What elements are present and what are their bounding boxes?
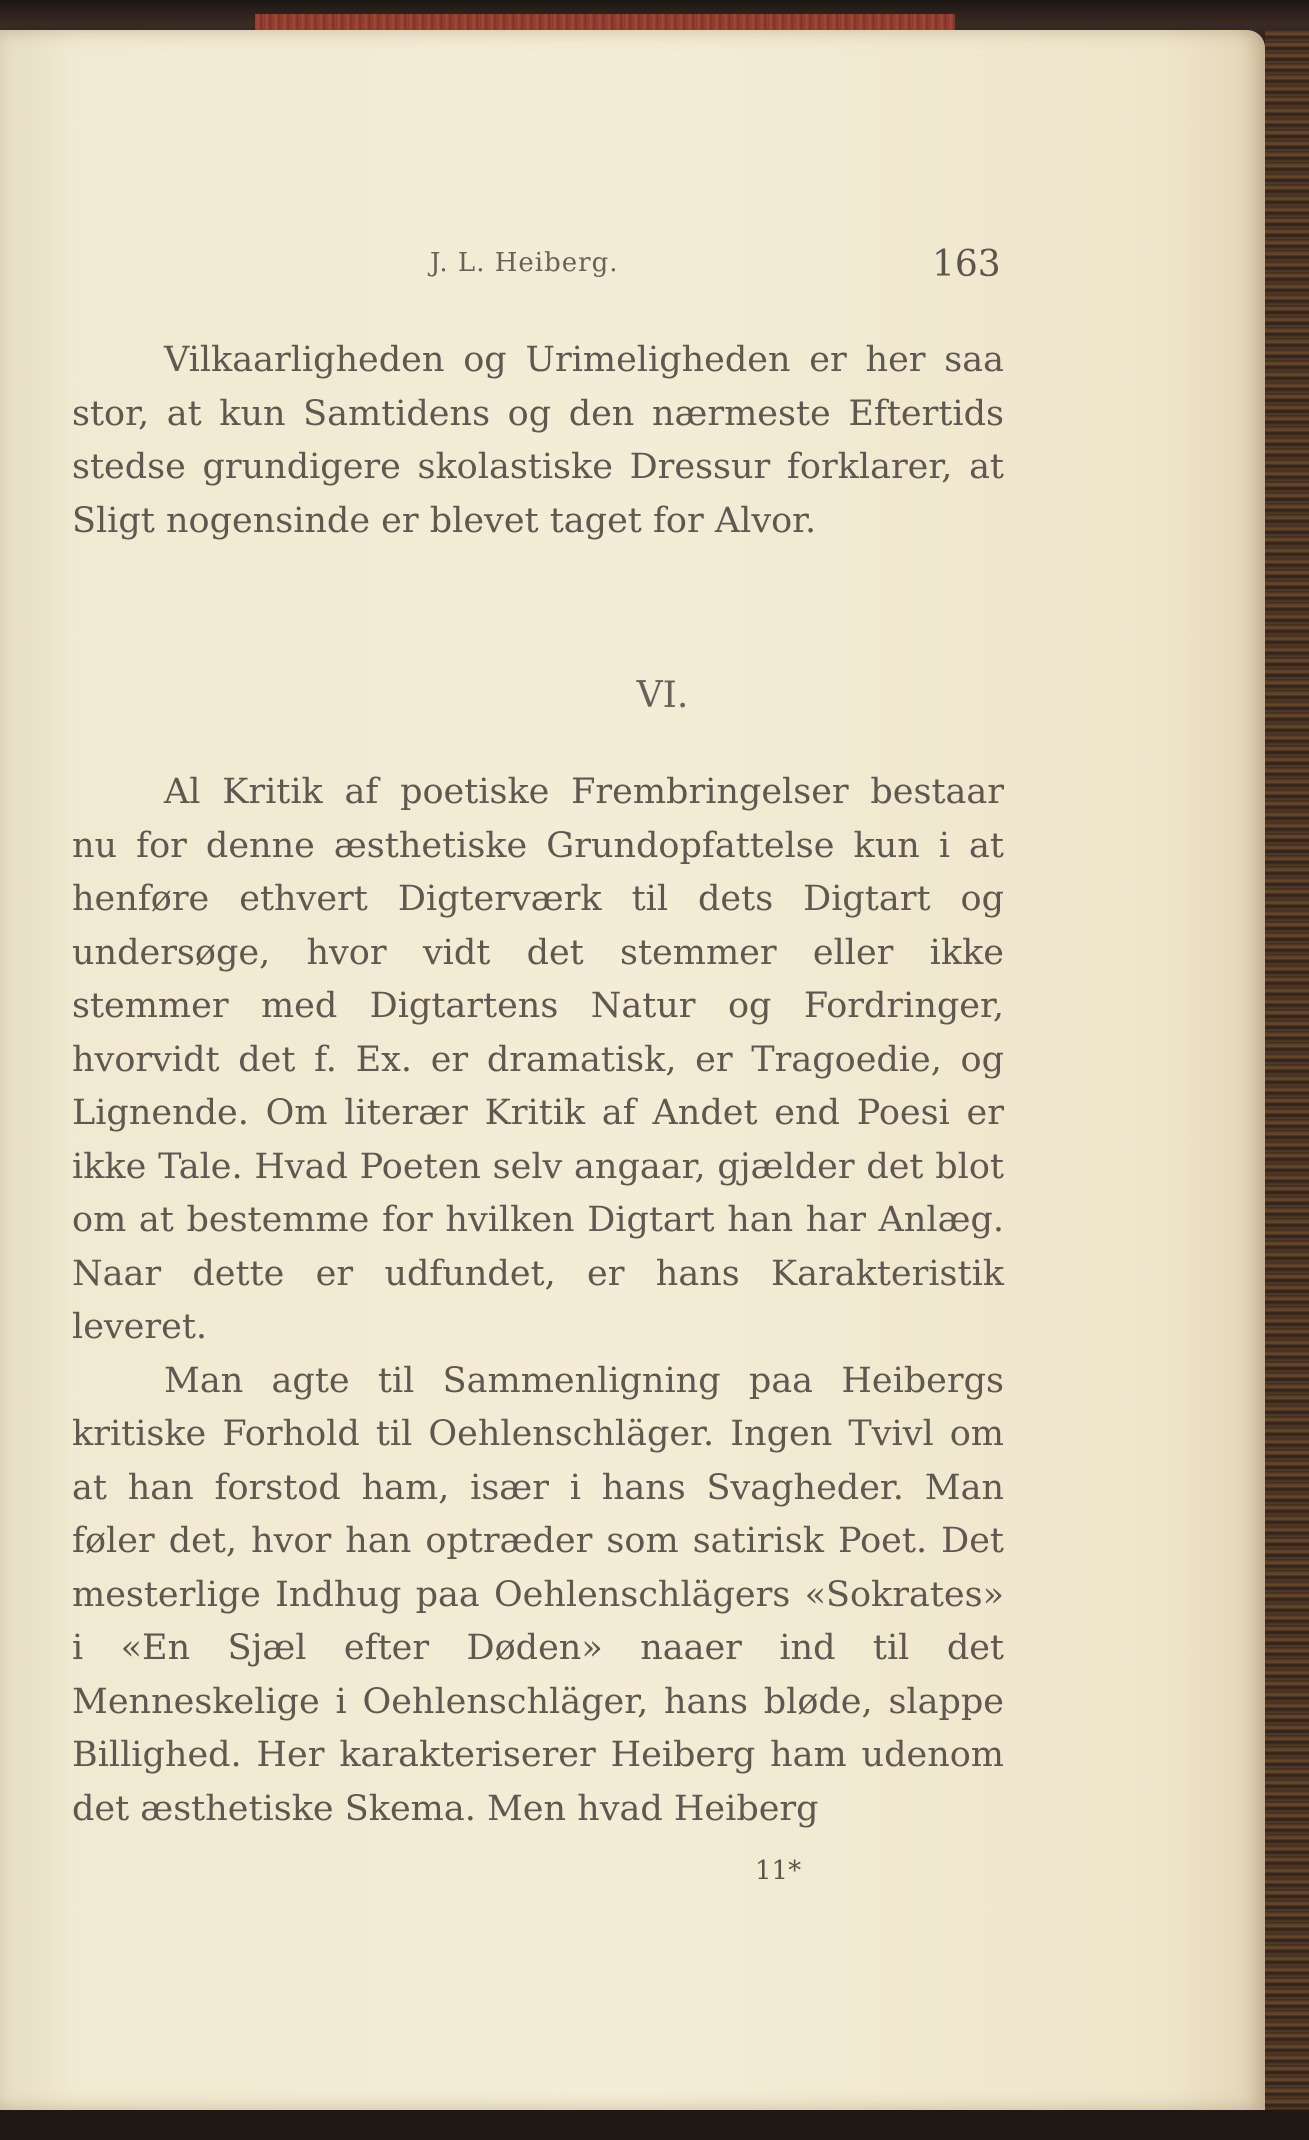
book-bottom-edge [0,2110,1309,2140]
red-page-edge [255,14,955,30]
paragraph: Al Kritik af poetiske Frembringelser bestaar nu for denne æsthetiske Grundopfattelse kun i at henføre ethvert Digterværk til dets Digtart og undersøge, hvor vidt det stemmer eller ikke stemmer med Digtartens Natur og Fordringer, hvorvidt det f. Ex. er dramatisk, er Tragoedie, og Lignende. Om literær Kritik af Andet end Poesi er ikke Tale. Hvad Poeten selv angaar, gjælder det blot om at bestemme for hvilken Digtart han har Anlæg. Naar dette er udfundet, er hans Karakteristik leveret. [72,772,1004,1347]
running-head: J. L. Heiberg. [430,248,619,278]
body-text-top [72,334,1004,548]
body-text-main [72,766,1004,1836]
book-spine-edge [1265,30,1309,2110]
paragraph: Vilkaarligheden og Urimeligheden er her saa stor, at kun Samtidens og den nærmeste Eftertids stedse grundigere skolastiske Dressur forklarer, at Sligt nogensinde er blevet taget for Alvor. [72,340,1004,541]
paragraph: Man agte til Sammenligning paa Heibergs kritiske Forhold til Oehlenschläger. Ingen Tvivl om at han forstod ham, især i hans Svagheder. Man føler det, hvor han optræder som satirisk Poet. Det mesterlige Indhug paa Oehlenschlägers «Sokrates» i «En Sjæl efter Døden» naaer ind til det Menneskelige i Oehlenschläger, hans bløde, slappe Billighed. Her karakteriserer Heiberg ham udenom det æsthetiske Skema. Men hvad Heiberg [72,1360,1004,1829]
page-number: 163 [932,244,1001,285]
signature-mark: 11* [755,1856,802,1886]
section-heading: VI. [636,675,689,716]
